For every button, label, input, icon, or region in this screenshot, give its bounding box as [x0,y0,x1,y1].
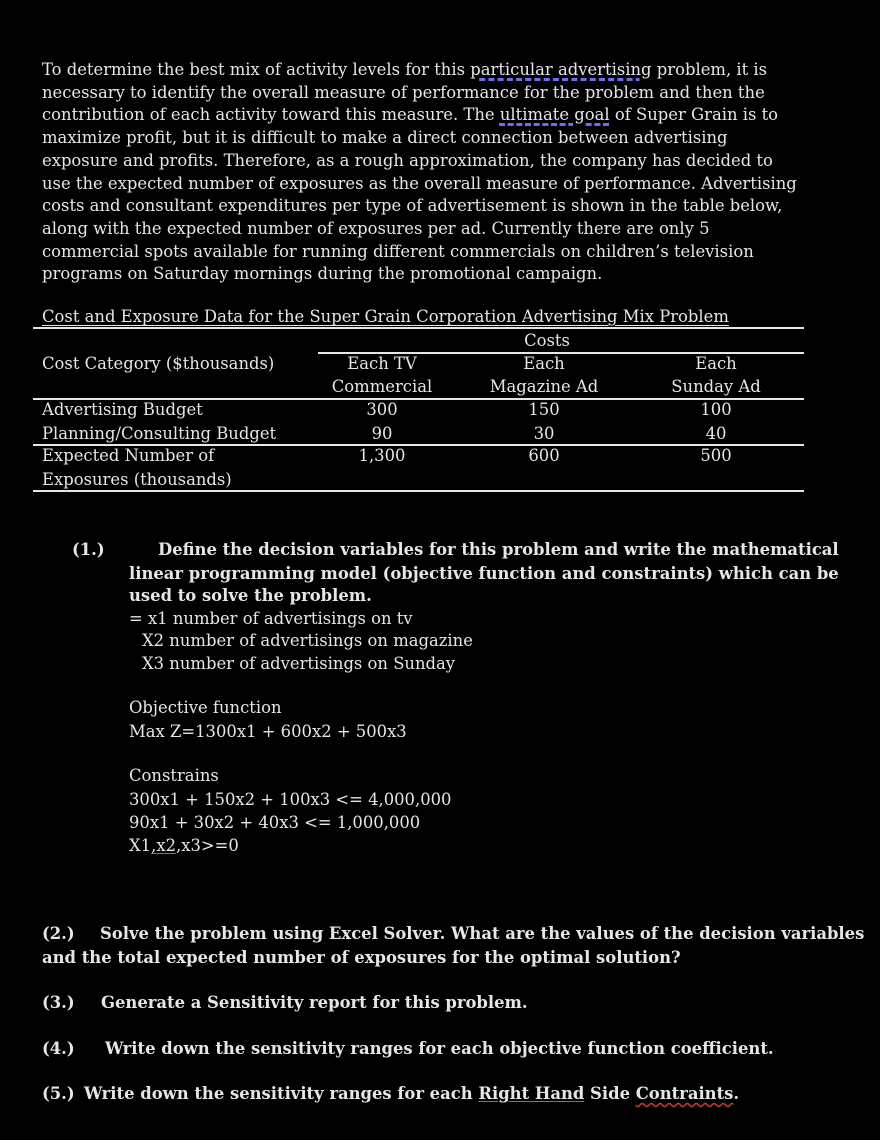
intro-line [42,104,842,127]
objective-label: Objective function [129,698,282,717]
column-header-sunday: Each [695,354,737,373]
table-cell: 150 [528,400,560,419]
column-header-tv: Each TV [347,354,417,373]
table-cell: 300 [366,400,398,419]
row-label-expected-exposures: Exposures (thousands) [42,470,232,489]
row-label-planning-budget: Planning/Consulting Budget [42,424,277,443]
intro-line: exposure and profits. Therefore, as a rough approximation, the company has decided to [42,150,773,170]
table-bottom-rule [33,490,804,492]
intro-text: of Super Grain is to [609,105,779,125]
intro-line: costs and consultant expenditures per type of advertisement is shown in the table below, [42,196,783,216]
column-header-magazine: Each [523,354,565,373]
intro-line [42,59,842,82]
intro-line: use the expected number of exposures as the overall measure of performance. Advertising [42,173,797,193]
constraints-label: Constrains [129,766,219,785]
q1-text: linear programming model (objective function and constraints) which can be [129,564,839,583]
q5-text-part: . [733,1084,740,1103]
intro-text: problem, it is [651,60,768,79]
q4-text: Write down the sensitivity ranges for each objective function coefficient. [105,1039,774,1058]
category-header: Cost Category ($thousands) [42,354,275,373]
q5-text-part: Write down the sensitivity ranges for each [84,1084,479,1103]
q1-text: Define the decision variables for this problem and write the mathematical [158,540,839,559]
intro-line: maximize profit, but it is difficult to make a direct connection between advertising [42,128,728,148]
column-header-sunday: Sunday Ad [671,377,761,396]
q2-number: (2.) [42,924,75,943]
marked-phrase: ultimate goal [499,105,610,125]
objective-function: Max Z=1300x1 + 600x2 + 500x3 [129,722,407,741]
constraint-advertising: 300x1 + 150x2 + 100x3 <= 4,000,000 [129,790,452,809]
column-header-magazine: Magazine Ad [489,377,599,396]
constraint-planning: 90x1 + 30x2 + 40x3 <= 1,000,000 [129,813,421,832]
intro-line: necessary to identify the overall measure of performance for the problem and then the [42,82,765,102]
q5-link-phrase: Right Hand [478,1084,585,1103]
row-label-advertising-budget: Advertising Budget [42,400,203,419]
table-cell: 90 [371,424,393,443]
table-cell: 600 [528,446,560,465]
costs-header: Costs [524,331,570,350]
decision-variable-3: X3 number of advertisings on Sunday [142,654,456,673]
decision-variable-2: X2 number of advertisings on magazine [142,631,473,650]
q3-text: Generate a Sensitivity report for this problem. [101,993,528,1012]
table-title: Cost and Exposure Data for the Super Grain Corporation Advertising Mix Problem [42,307,729,326]
nonnegativity-constraint [129,836,239,855]
intro-line: programs on Saturday mornings during the promotional campaign. [42,264,603,284]
nonneg-marked: ,x2 [151,836,176,855]
intro-text: contribution of each activity toward this measure. The [42,105,500,125]
intro-line: along with the expected number of exposures per ad. Currently there are only 5 [42,218,710,238]
nonneg-text: X1 [129,836,152,855]
q2-text: Solve the problem using Excel Solver. What are the values of the decision variables [100,924,865,943]
intro-paragraph [42,59,842,286]
q1-text: used to solve the problem. [129,586,372,605]
marked-phrase: particular advertising [470,60,652,79]
q4-number: (4.) [42,1039,75,1058]
decision-variable-1: = x1 number of advertisings on tv [129,609,413,628]
table-cell: 40 [705,424,727,443]
q3-number: (3.) [42,993,75,1012]
q5-number: (5.) [42,1084,75,1103]
intro-text: To determine the best mix of activity levels for this [42,60,471,79]
table-cell: 1,300 [358,446,406,465]
row-label-expected-exposures: Expected Number of [42,446,215,465]
table-cell: 500 [700,446,732,465]
table-cell: 100 [700,400,732,419]
table-cell: 30 [533,424,555,443]
q5-misspelled-word: Contraints [635,1084,734,1103]
q1-number: (1.) [72,540,105,559]
q5-text [84,1084,739,1103]
nonneg-text: ,x3>=0 [176,836,239,855]
table-top-rule [33,327,804,329]
q2-text: and the total expected number of exposures for the optimal solution? [42,948,681,967]
intro-line: commercial spots available for running different commercials on children’s television [42,241,754,261]
q5-text-part: Side [584,1084,636,1103]
column-header-tv: Commercial [331,377,433,396]
